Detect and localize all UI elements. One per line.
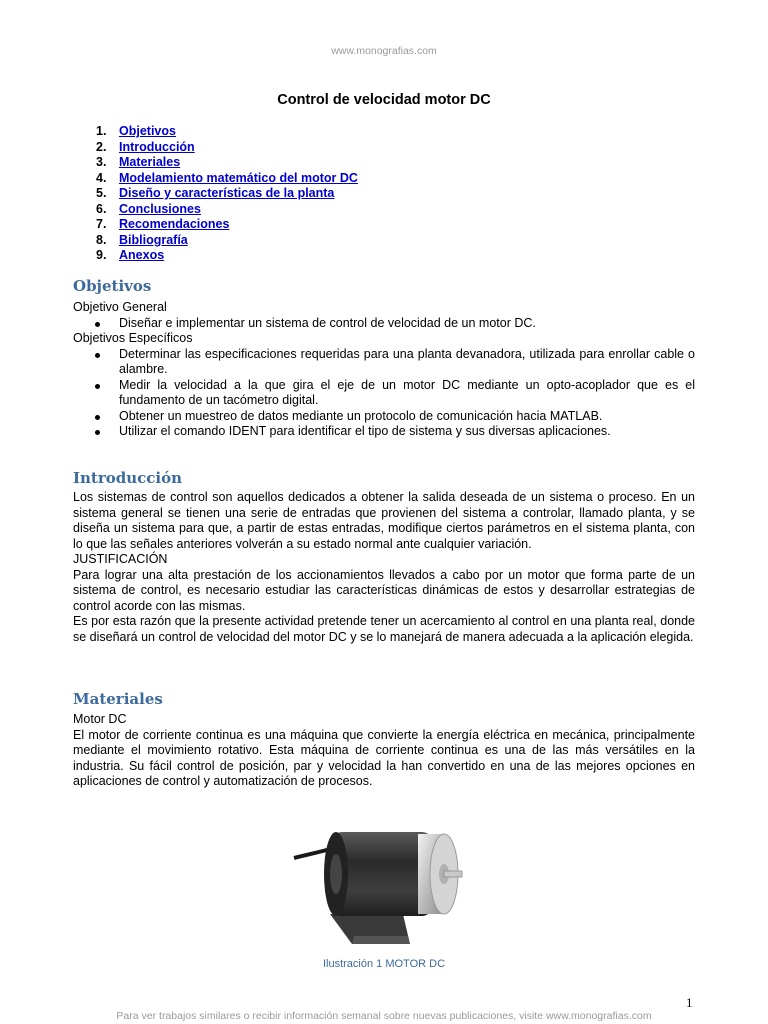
paragraph: El motor de corriente continua es una máquina que convierte la energía eléctrica en mecánica, principalmente mediante el movimiento rotativo. Esta máquina de corriente continua es una de las más versátiles en la industria. Su fácil control de posición, par y velocidad la han convertido en una de las mejores opciones en aplicaciones de control y automatización de procesos. — [73, 727, 695, 788]
toc-link-anexos[interactable]: Anexos — [119, 248, 165, 262]
toc-item — [96, 140, 358, 156]
toc-item — [96, 233, 358, 249]
toc-item — [96, 155, 358, 171]
introduccion-section — [73, 490, 695, 645]
dc-motor-image — [290, 818, 470, 950]
toc-link-diseno[interactable]: Diseño y características de la planta — [119, 186, 335, 200]
objetivo-general-list — [73, 316, 695, 332]
toc-item — [96, 202, 358, 218]
toc-number: 9. — [96, 248, 107, 262]
section-heading-materiales: Materiales — [73, 690, 163, 708]
toc-link-recomendaciones[interactable]: Recomendaciones — [119, 217, 230, 231]
toc-item — [96, 171, 358, 187]
toc-link-bibliografia[interactable]: Bibliografía — [119, 232, 188, 247]
toc-number: 7. — [96, 217, 107, 231]
toc-number: 2. — [96, 139, 107, 154]
toc-link-materiales[interactable]: Materiales — [119, 155, 181, 169]
toc-number: 4. — [96, 170, 107, 185]
toc-item — [96, 124, 358, 140]
justificacion-label: JUSTIFICACIÓN — [73, 552, 168, 566]
toc-link-introduccion[interactable]: Introducción — [119, 139, 195, 154]
toc-number: 6. — [96, 201, 107, 216]
materiales-section — [73, 712, 695, 790]
toc-link-objetivos[interactable]: Objetivos — [119, 124, 176, 138]
paragraph: Los sistemas de control son aquellos dedicados a obtener la salida deseada de un sistema o proceso. En un sistema general se tienen una serie de entradas que provienen del sistema a controlar, llamado planta, y se diseña un sistema para que, a partir de estas entradas, modifique ciertos parámetros en el sistema planta, con lo que las señales anteriores volverán a su estado normal ante cualquier variación. — [73, 490, 695, 551]
objetivos-section — [73, 300, 695, 440]
table-of-contents — [96, 124, 358, 264]
toc-item — [96, 186, 358, 202]
toc-item — [96, 217, 358, 233]
motor-dc-subheading: Motor DC — [73, 712, 127, 726]
objetivo-general-label: Objetivo General — [73, 300, 167, 314]
toc-link-modelamiento[interactable]: Modelamiento matemático del motor DC — [119, 170, 358, 185]
section-heading-introduccion: Introducción — [73, 469, 183, 487]
toc-number: 1. — [96, 124, 107, 138]
header-url: www.monografias.com — [331, 45, 437, 57]
paragraph: Para lograr una alta prestación de los accionamientos llevados a cabo por un motor que forma parte de un sistema de control, es necesario estudiar las características dinámicas de estos y desarrollar estrategias de control acorde con las mismas. — [73, 567, 695, 613]
document-title: Control de velocidad motor DC — [277, 92, 491, 108]
list-item: Diseñar e implementar un sistema de control de velocidad de un motor DC. — [73, 316, 695, 332]
paragraph: Es por esta razón que la presente actividad pretende tener un acercamiento al control en una planta real, donde se diseñará un control de velocidad del motor DC y se lo manejará de manera adecuada a la aplicación elegida. — [73, 614, 695, 644]
toc-number: 8. — [96, 232, 107, 247]
page-number: 1 — [686, 995, 693, 1010]
toc-number: 5. — [96, 186, 107, 200]
objetivos-especificos-list — [73, 347, 695, 440]
toc-number: 3. — [96, 155, 107, 169]
footer-text: Para ver trabajos similares o recibir información semanal sobre nuevas publicaciones, visite www.monografias.com — [116, 1010, 652, 1022]
section-heading-objetivos: Objetivos — [73, 277, 152, 295]
list-item: Medir la velocidad a la que gira el eje de un motor DC mediante un opto-acoplador que es el fundamento de un tacómetro digital. — [73, 378, 695, 409]
figure-caption: Ilustración 1 MOTOR DC — [322, 958, 446, 970]
toc-item — [96, 248, 358, 264]
list-item: Obtener un muestreo de datos mediante un protocolo de comunicación hacia MATLAB. — [73, 409, 695, 425]
list-item: Determinar las especificaciones requeridas para una planta devanadora, utilizada para enrollar cable o alambre. — [73, 347, 695, 378]
objetivos-especificos-label: Objetivos Específicos — [73, 331, 193, 345]
toc-link-conclusiones[interactable]: Conclusiones — [119, 201, 201, 216]
list-item: Utilizar el comando IDENT para identificar el tipo de sistema y sus diversas aplicaciones. — [73, 424, 695, 440]
